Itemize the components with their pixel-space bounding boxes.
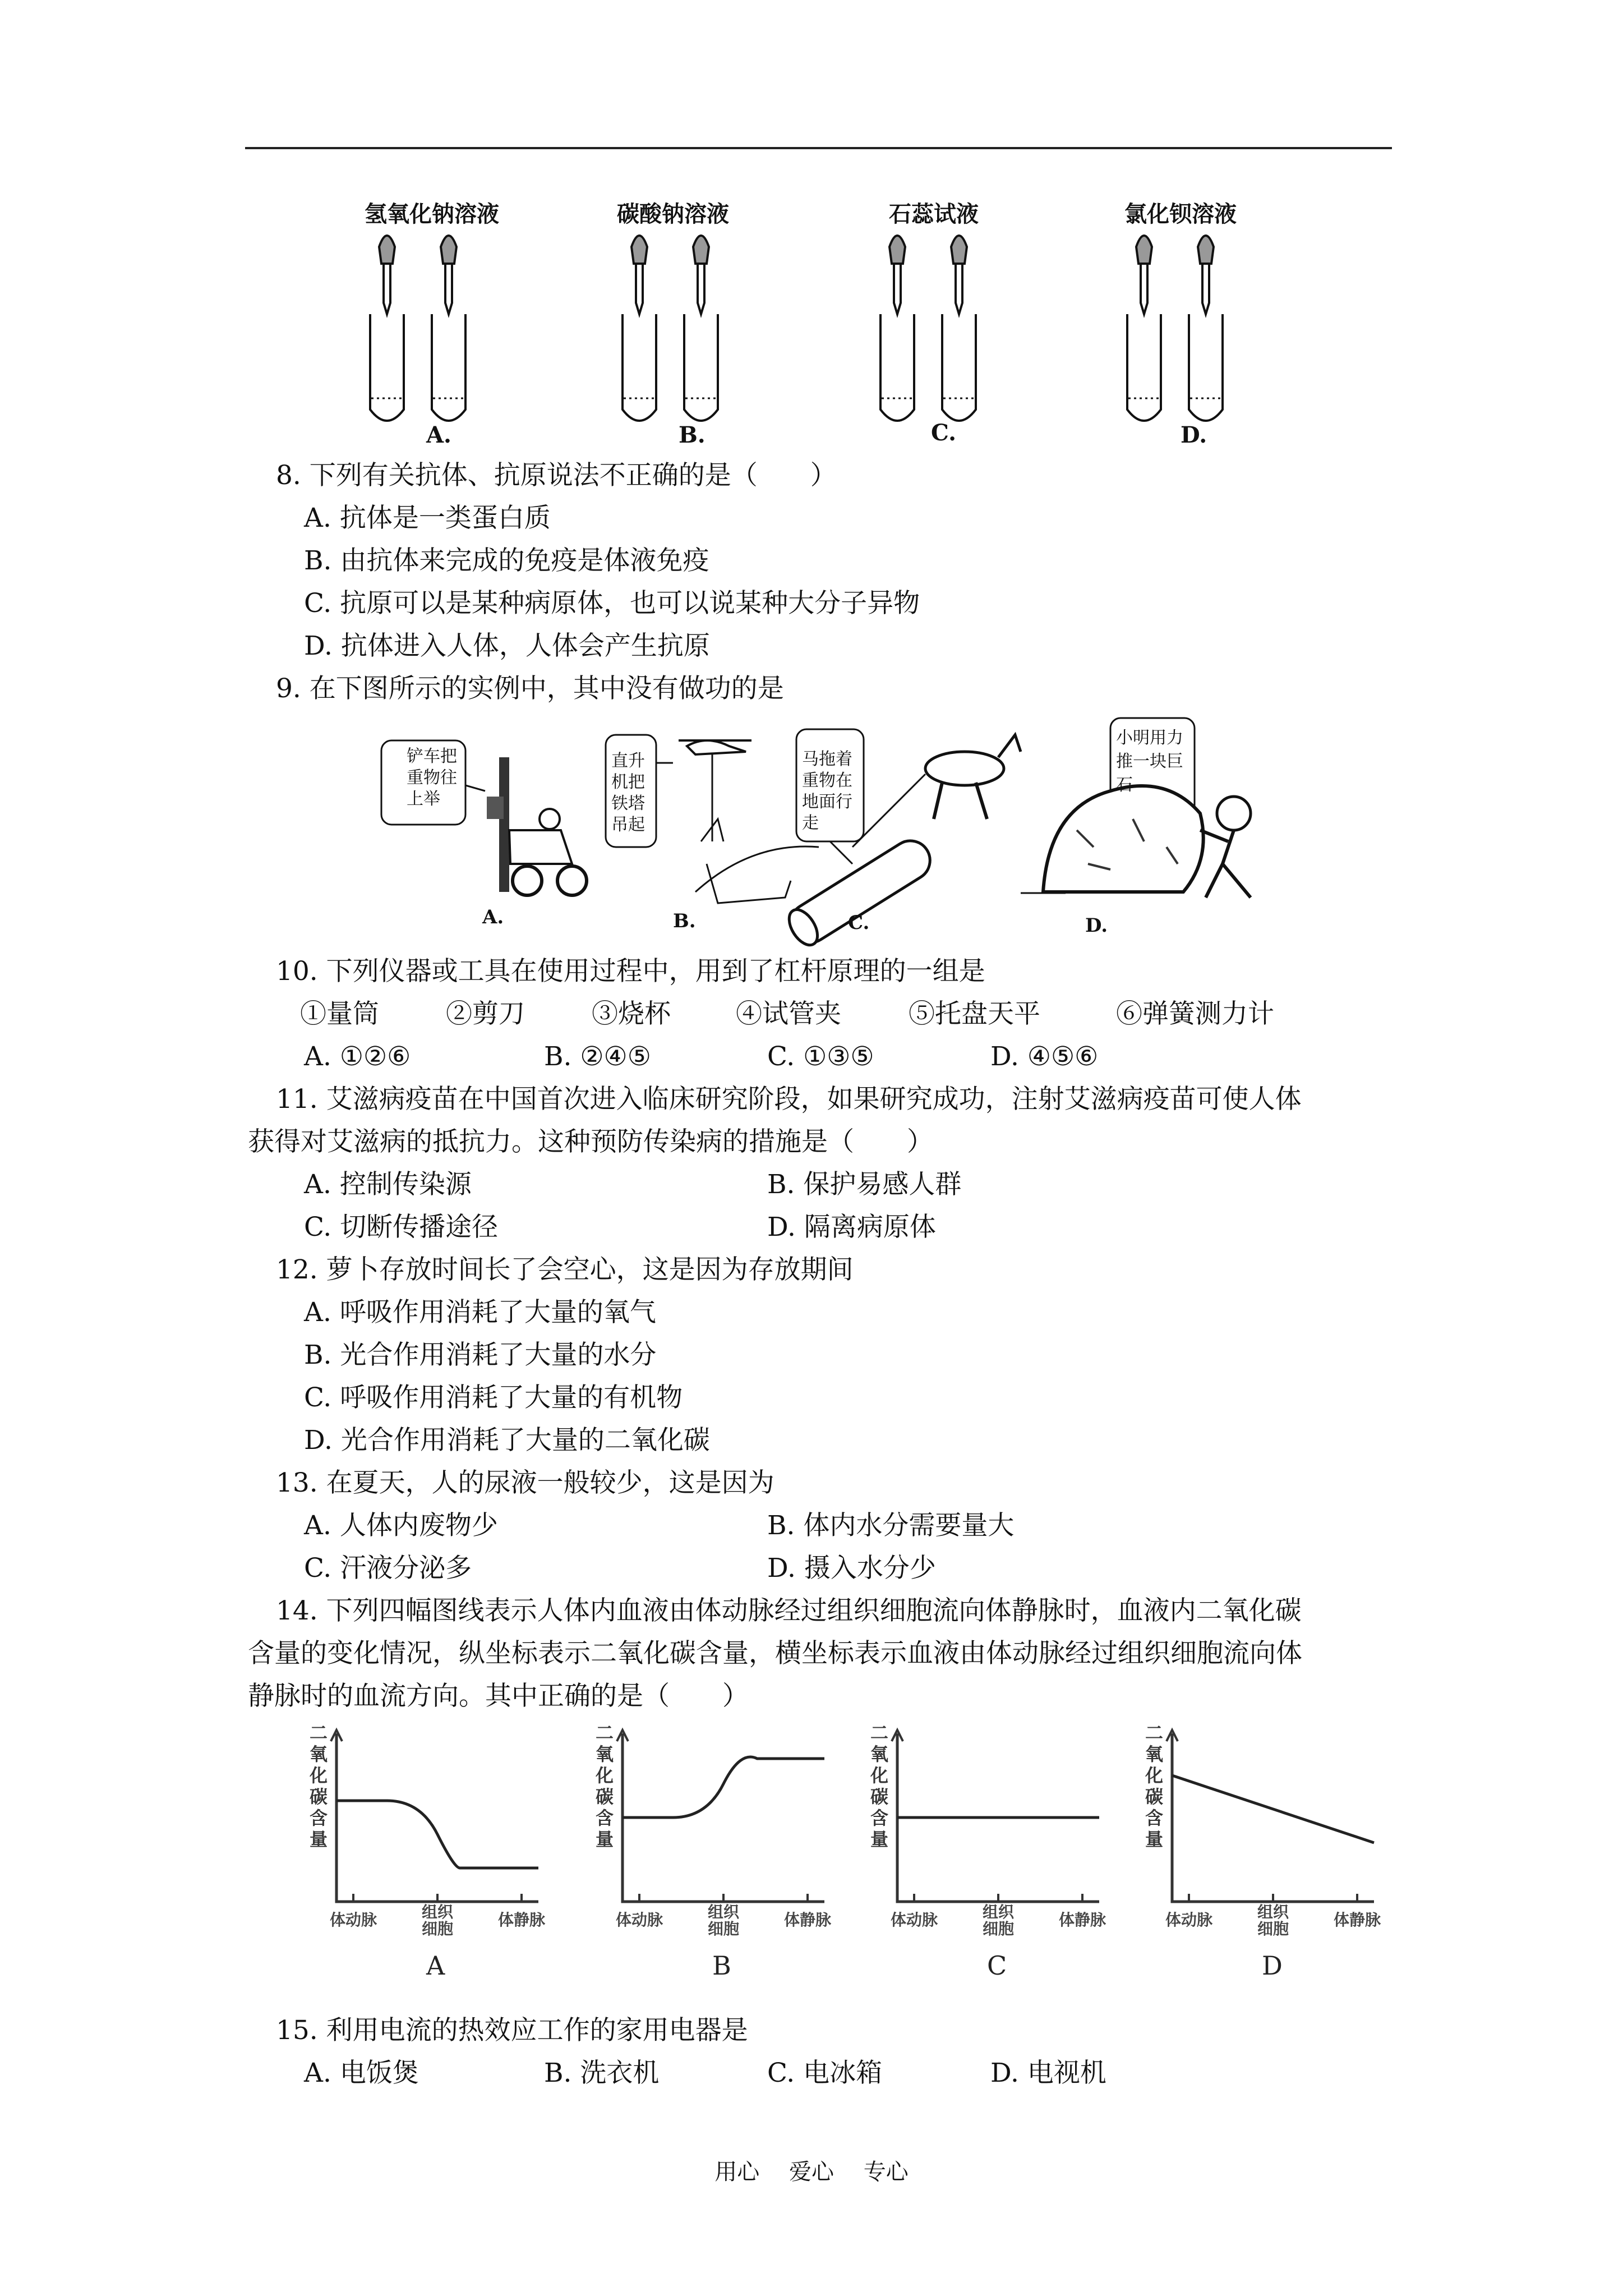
reagent-label: 石蕊试液: [889, 201, 979, 227]
option-label: B.: [673, 910, 696, 932]
chart-axes: [336, 1733, 538, 1902]
reagent-label: 碳酸钠溶液: [617, 201, 729, 227]
q11-stem-cont: 获得对艾滋病的抵抗力。这种预防传染病的措施是（ ）: [248, 1126, 933, 1157]
caption-a: 铲车把重物往上举: [407, 747, 457, 809]
x-tick-label: 组织细胞: [982, 1903, 1015, 1938]
y-axis-label: 量: [870, 1829, 889, 1850]
x-tick-label: 体静脉: [1058, 1911, 1106, 1929]
y-axis-label: 二: [596, 1722, 614, 1743]
x-tick-label: 组织细胞: [707, 1903, 740, 1938]
test-tube-figure: [336, 191, 1301, 460]
q15-stem: 15. 利用电流的热效应工作的家用电器是: [276, 2015, 748, 2046]
q8-option-a: A. 抗体是一类蛋白质: [304, 503, 551, 533]
q11-option-a: A. 控制传染源: [304, 1169, 472, 1200]
q8-option-b: B. 由抗体来完成的免疫是体液免疫: [304, 545, 709, 576]
caption-c: 马拖着重物在地面行走: [802, 749, 852, 833]
q10-item: ④试管夹: [736, 999, 841, 1029]
co2-chart: [309, 1722, 546, 1981]
q13-option-d: D. 摄入水分少: [767, 1553, 936, 1584]
q15-option-c: C. 电冰箱: [767, 2058, 883, 2088]
test-tube: [623, 314, 656, 421]
y-axis-label: 量: [1145, 1829, 1164, 1850]
dropper-tube: [384, 264, 390, 314]
y-axis-label: 碳: [596, 1786, 614, 1807]
option-label: C.: [931, 420, 957, 446]
y-axis-label: 量: [596, 1829, 614, 1850]
co2-charts-svg: [303, 1722, 1381, 2003]
y-axis-label: 碳: [1145, 1786, 1164, 1807]
x-tick-label: 体静脉: [783, 1911, 832, 1929]
q12-option-d: D. 光合作用消耗了大量的二氧化碳: [304, 1425, 710, 1456]
dropper-tube: [1202, 264, 1209, 314]
q8-stem: 8. 下列有关抗体、抗原说法不正确的是（ ）: [276, 460, 837, 491]
dropper-bulb: [693, 236, 709, 264]
dropper-bulb: [889, 236, 905, 264]
option-label: A.: [482, 906, 504, 928]
chart-option-label: D: [1262, 1950, 1283, 1981]
y-axis-label: 二: [870, 1722, 889, 1743]
q13-stem: 13. 在夏天，人的尿液一般较少，这是因为: [276, 1467, 774, 1498]
caption-d: 小明用力推一块巨石: [1116, 728, 1183, 795]
series-line: [623, 1757, 824, 1818]
q10-option-b: B. ②④⑤: [544, 1041, 651, 1072]
q10-stem: 10. 下列仪器或工具在使用过程中，用到了杠杆原理的一组是: [276, 956, 985, 987]
option-label: C.: [848, 912, 870, 934]
y-axis-label: 二: [1145, 1722, 1164, 1743]
q8-option-c: C. 抗原可以是某种病原体，也可以说某种大分子异物: [304, 588, 920, 619]
x-tick-label: 组织细胞: [421, 1903, 454, 1938]
q12-option-c: C. 呼吸作用消耗了大量的有机物: [304, 1382, 683, 1413]
q15-option-a: A. 电饭煲: [304, 2058, 419, 2088]
q14-stem: 14. 下列四幅图线表示人体内血液由体动脉经过组织细胞流向体静脉时，血液内二氧化碳: [276, 1595, 1302, 1626]
q9-stem: 9. 在下图所示的实例中，其中没有做功的是: [276, 673, 784, 704]
series-line: [1172, 1775, 1374, 1843]
x-tick-label: 体动脉: [329, 1911, 377, 1929]
x-tick-label: 体静脉: [497, 1911, 546, 1929]
q10-option-c: C. ①③⑤: [767, 1041, 874, 1072]
q10-item: ⑥弹簧测力计: [1116, 999, 1274, 1029]
dropper-bulb: [631, 236, 647, 264]
y-axis-label: 氧: [1145, 1743, 1164, 1765]
option-label: A.: [426, 422, 451, 448]
dropper-bulb: [1136, 236, 1152, 264]
q10-item: ③烧杯: [592, 999, 671, 1029]
q12-stem: 12. 萝卜存放时间长了会空心，这是因为存放期间: [276, 1254, 854, 1285]
q15-option-b: B. 洗衣机: [544, 2058, 660, 2088]
y-axis-label: 含: [870, 1807, 889, 1829]
q13-option-a: A. 人体内废物少: [304, 1510, 498, 1541]
q14-stem-cont: 含量的变化情况，纵坐标表示二氧化碳含量，横坐标表示血液由体动脉经过组织细胞流向体: [248, 1638, 1302, 1669]
test-tube: [684, 314, 718, 421]
q8-option-d: D. 抗体进入人体，人体会产生抗原: [304, 631, 710, 661]
y-axis-label: 二: [310, 1722, 328, 1743]
page-footer: 用心 爱心 专心: [714, 2159, 909, 2185]
x-tick-label: 体动脉: [890, 1911, 938, 1929]
y-axis-label: 含: [1145, 1807, 1164, 1829]
series-line: [336, 1801, 538, 1868]
y-axis-label: 含: [310, 1807, 328, 1829]
q10-item: ⑤托盘天平: [909, 999, 1040, 1029]
co2-chart: [870, 1722, 1106, 1981]
y-axis-label: 量: [310, 1829, 328, 1850]
option-label: B.: [679, 422, 706, 448]
y-axis-label: 氧: [310, 1743, 328, 1765]
q10-item: ①量筒: [300, 999, 379, 1029]
x-tick-label: 组织细胞: [1257, 1903, 1289, 1938]
test-tube: [1127, 314, 1161, 421]
option-label: D.: [1181, 422, 1207, 448]
test-tube: [1189, 314, 1223, 421]
y-axis-label: 化: [870, 1765, 889, 1786]
q11-option-c: C. 切断传播途径: [304, 1212, 499, 1243]
chart-axes: [1172, 1733, 1374, 1902]
test-tube: [942, 314, 976, 421]
q11-option-b: B. 保护易感人群: [767, 1169, 962, 1200]
q12-option-a: A. 呼吸作用消耗了大量的氧气: [304, 1297, 656, 1328]
co2-chart: [595, 1722, 832, 1981]
q11-option-d: D. 隔离病原体: [767, 1212, 936, 1243]
chart-option-label: C: [987, 1950, 1007, 1981]
y-axis-label: 化: [596, 1765, 614, 1786]
dropper-bulb: [951, 236, 967, 264]
x-tick-label: 体动脉: [615, 1911, 663, 1929]
q10-option-d: D. ④⑤⑥: [990, 1041, 1099, 1072]
test-tube: [370, 314, 404, 421]
q10-item: ②剪刀: [446, 999, 525, 1029]
dropper-tube: [445, 264, 452, 314]
dropper-bulb: [1198, 236, 1214, 264]
test-tube: [880, 314, 914, 421]
work-examples-figure: [359, 718, 1301, 942]
y-axis-label: 氧: [596, 1743, 614, 1765]
q15-option-d: D. 电视机: [990, 2058, 1106, 2088]
chart-option-label: B: [712, 1950, 731, 1981]
dropper-tube: [698, 264, 704, 314]
q13-option-c: C. 汗液分泌多: [304, 1553, 472, 1584]
reagent-label: 氯化钡溶液: [1124, 201, 1237, 227]
chart-option-label: A: [426, 1950, 445, 1981]
dropper-tube: [956, 264, 962, 314]
y-axis-label: 氧: [870, 1743, 889, 1765]
dropper-bulb: [379, 236, 395, 264]
q14-stem-cont: 静脉时的血流方向。其中正确的是（ ）: [248, 1681, 749, 1711]
option-label: D.: [1085, 914, 1108, 937]
reagent-label: 氢氧化钠溶液: [365, 201, 499, 227]
y-axis-label: 含: [596, 1807, 614, 1829]
y-axis-label: 碳: [870, 1786, 889, 1807]
y-axis-label: 化: [310, 1765, 328, 1786]
test-tubes-drawing: [336, 230, 1301, 466]
dropper-tube: [1141, 264, 1147, 314]
dropper-tube: [636, 264, 643, 314]
y-axis-label: 化: [1145, 1765, 1164, 1786]
q10-option-a: A. ①②⑥: [304, 1041, 411, 1072]
test-tube: [432, 314, 465, 421]
x-tick-label: 体动脉: [1165, 1911, 1213, 1929]
y-axis-label: 碳: [310, 1786, 328, 1807]
q11-stem: 11. 艾滋病疫苗在中国首次进入临床研究阶段，如果研究成功，注射艾滋病疫苗可使人体: [276, 1084, 1302, 1115]
co2-chart: [1145, 1722, 1381, 1981]
dropper-bulb: [441, 236, 457, 264]
co2-charts: [303, 1722, 1381, 2003]
q13-option-b: B. 体内水分需要量大: [767, 1510, 1015, 1541]
x-tick-label: 体静脉: [1333, 1911, 1381, 1929]
dropper-tube: [894, 264, 901, 314]
caption-b: 直升机把铁塔吊起: [611, 751, 645, 835]
header-rule: [245, 147, 1392, 149]
q12-option-b: B. 光合作用消耗了大量的水分: [304, 1340, 657, 1370]
